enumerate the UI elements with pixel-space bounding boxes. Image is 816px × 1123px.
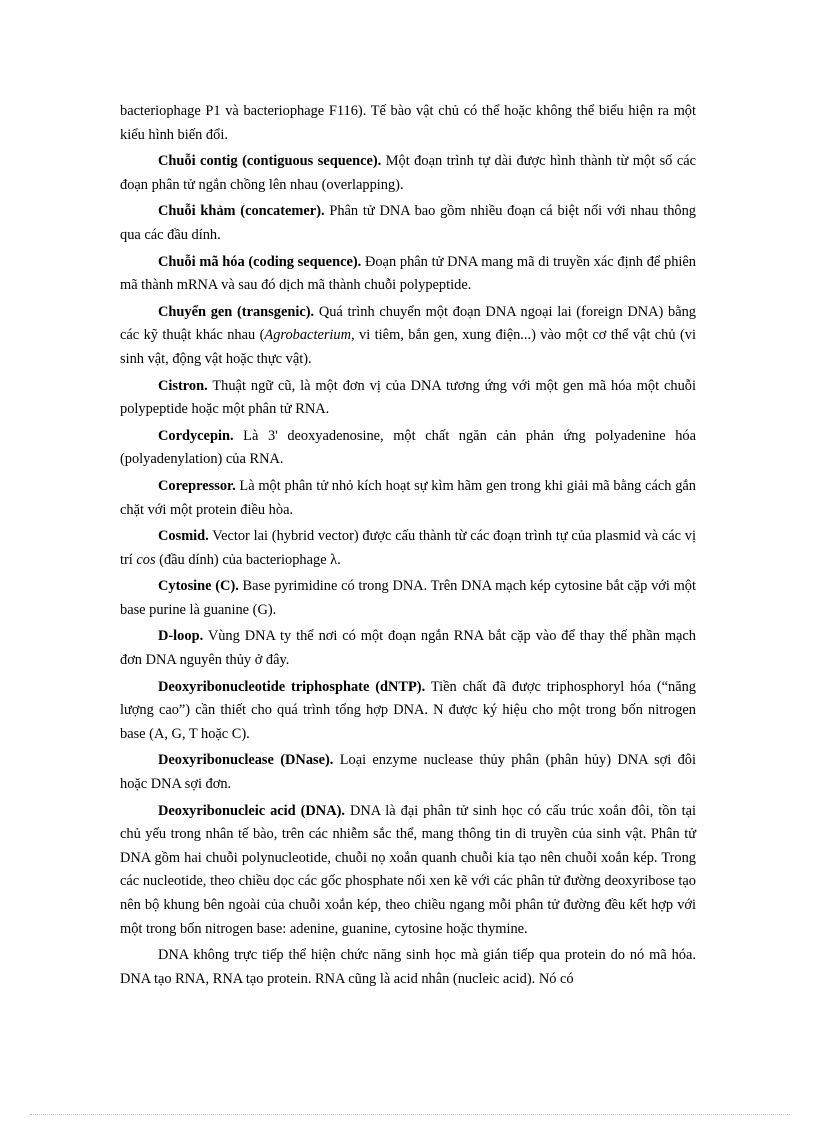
entry-term: Cytosine (C).: [158, 578, 239, 595]
entry-definition-cont: (đầu dính) của bacteriophage λ.: [155, 551, 341, 568]
entry-term: Cistron.: [158, 377, 208, 394]
entry-term: Chuỗi mã hóa (coding sequence).: [158, 253, 362, 270]
entry-corepressor: [120, 475, 696, 522]
entry-term: D-loop.: [158, 628, 204, 645]
entry-definition: Là 3' deoxyadenosine, một chất ngăn cản phản ứng polyadenine hóa (polyadenylation) của RNA.: [120, 427, 696, 468]
entry-definition: Loại enzyme nuclease thủy phân (phân hủy) DNA sợi đôi hoặc DNA sợi đơn.: [120, 752, 696, 793]
entry-contig: [120, 150, 696, 197]
entry-term: Cordycepin.: [158, 427, 234, 444]
entry-transgenic: [120, 301, 696, 372]
entry-definition-cont: vi tiêm, bắn gen, xung điện...) vào một cơ thể vật chủ (vi sinh vật, động vật hoặc thực vật).: [120, 327, 696, 367]
entry-dntp: [120, 676, 696, 747]
entry-concatemer: [120, 200, 696, 247]
entry-term: Chuyển gen (transgenic).: [158, 303, 315, 320]
entry-cytosine: [120, 575, 696, 622]
entry-definition: Base pyrimidine có trong DNA. Trên DNA mạch kép cytosine bắt cặp với một base purine là guanine (G).: [120, 578, 696, 618]
entry-definition: Một đoạn trình tự dài được hình thành từ một số các đoạn phân tử ngắn chồng lên nhau (overlapping).: [120, 153, 696, 193]
entry-definition: Thuật ngữ cũ, là một đơn vị của DNA tương ứng với một gen mã hóa một chuỗi polypeptide hoặc một phân tử RNA.: [120, 377, 696, 418]
entry-coding-sequence: [120, 251, 696, 298]
document-page: [120, 100, 696, 994]
entry-definition: Tiền chất đã được triphosphoryl hóa (“năng lượng cao”) cần thiết cho quá trình tổng hợp DNA. N được ký hiệu cho một trong bốn nitrogen base (A, G, T hoặc C).: [120, 678, 696, 742]
entry-definition: Vector lai (hybrid vector) được cấu thành từ các đoạn trình tự của plasmid và các vị trí: [120, 528, 696, 568]
entry-term: Deoxyribonucleotide triphosphate (dNTP).: [158, 678, 426, 695]
entry-term: Corepressor.: [158, 477, 236, 494]
entry-cosmid: [120, 525, 696, 572]
entry-cordycepin: [120, 425, 696, 472]
entry-definition: Đoạn phân tử DNA mang mã di truyền xác định để phiên mã thành mRNA và sau đó dịch mã thành chuỗi polypeptide.: [120, 253, 696, 294]
entry-italic-term: cos: [136, 551, 156, 568]
intro-paragraph: bacteriophage P1 và bacteriophage F116). Tế bào vật chủ có thể hoặc không thể biểu hiện ra một kiểu hình biến đổi.: [120, 103, 696, 143]
closing-paragraph: DNA không trực tiếp thể hiện chức năng sinh học mà gián tiếp qua protein do nó mã hóa. DNA tạo RNA, RNA tạo protein. RNA cũng là acid nhân (nucleic acid). Nó có: [120, 947, 696, 987]
entry-term: Cosmid.: [158, 528, 209, 545]
entry-italic-term: Agrobacterium,: [264, 327, 355, 344]
entry-term: Deoxyribonuclease (DNase).: [158, 752, 334, 769]
entry-term: Chuỗi contig (contiguous sequence).: [158, 153, 382, 170]
entry-definition: DNA là đại phân tử sinh học có cấu trúc xoắn đôi, tồn tại chủ yếu trong nhân tế bào, trên các nhiễm sắc thể, mang thông tin di truyền của sinh vật. Phân tử DNA gồm hai chuỗi polynucleotide, chuỗi nọ xoắn quanh chuỗi kia tạo nên chuỗi xoắn kép. Trong các nucleotide, theo chiều dọc các gốc phosphate nối xen kẽ với các phân tử đường deoxyribose tạo nên bộ khung bên ngoài của chuỗi xoắn kép, theo chiều ngang mỗi phân tử đường đều kết hợp với một trong bốn nitrogen base: adenine, guanine, cytosine hoặc thymine.: [120, 802, 696, 937]
entry-definition: Là một phân tử nhỏ kích hoạt sự kìm hãm gen trong khi giải mã bằng cách gắn chặt với một protein điều hòa.: [120, 477, 696, 518]
entry-definition: Phân tử DNA bao gồm nhiều đoạn cá biệt nối với nhau thông qua các đầu dính.: [120, 203, 696, 243]
entry-cistron: [120, 375, 696, 422]
entry-definition: Quá trình chuyển một đoạn DNA ngoại lai (foreign DNA) bằng các kỹ thuật khác nhau (: [120, 303, 696, 344]
entry-term: Deoxyribonucleic acid (DNA).: [158, 802, 345, 819]
entry-definition: Vùng DNA ty thể nơi có một đoạn ngắn RNA bắt cặp vào để thay thế phần mạch đơn DNA nguyên thủy ở đây.: [120, 628, 696, 669]
entry-dna: [120, 800, 696, 942]
entry-dnase: [120, 749, 696, 796]
page-bottom-divider: [30, 1114, 790, 1115]
entry-term: Chuỗi khảm (concatemer).: [158, 203, 325, 220]
entry-d-loop: [120, 625, 696, 672]
